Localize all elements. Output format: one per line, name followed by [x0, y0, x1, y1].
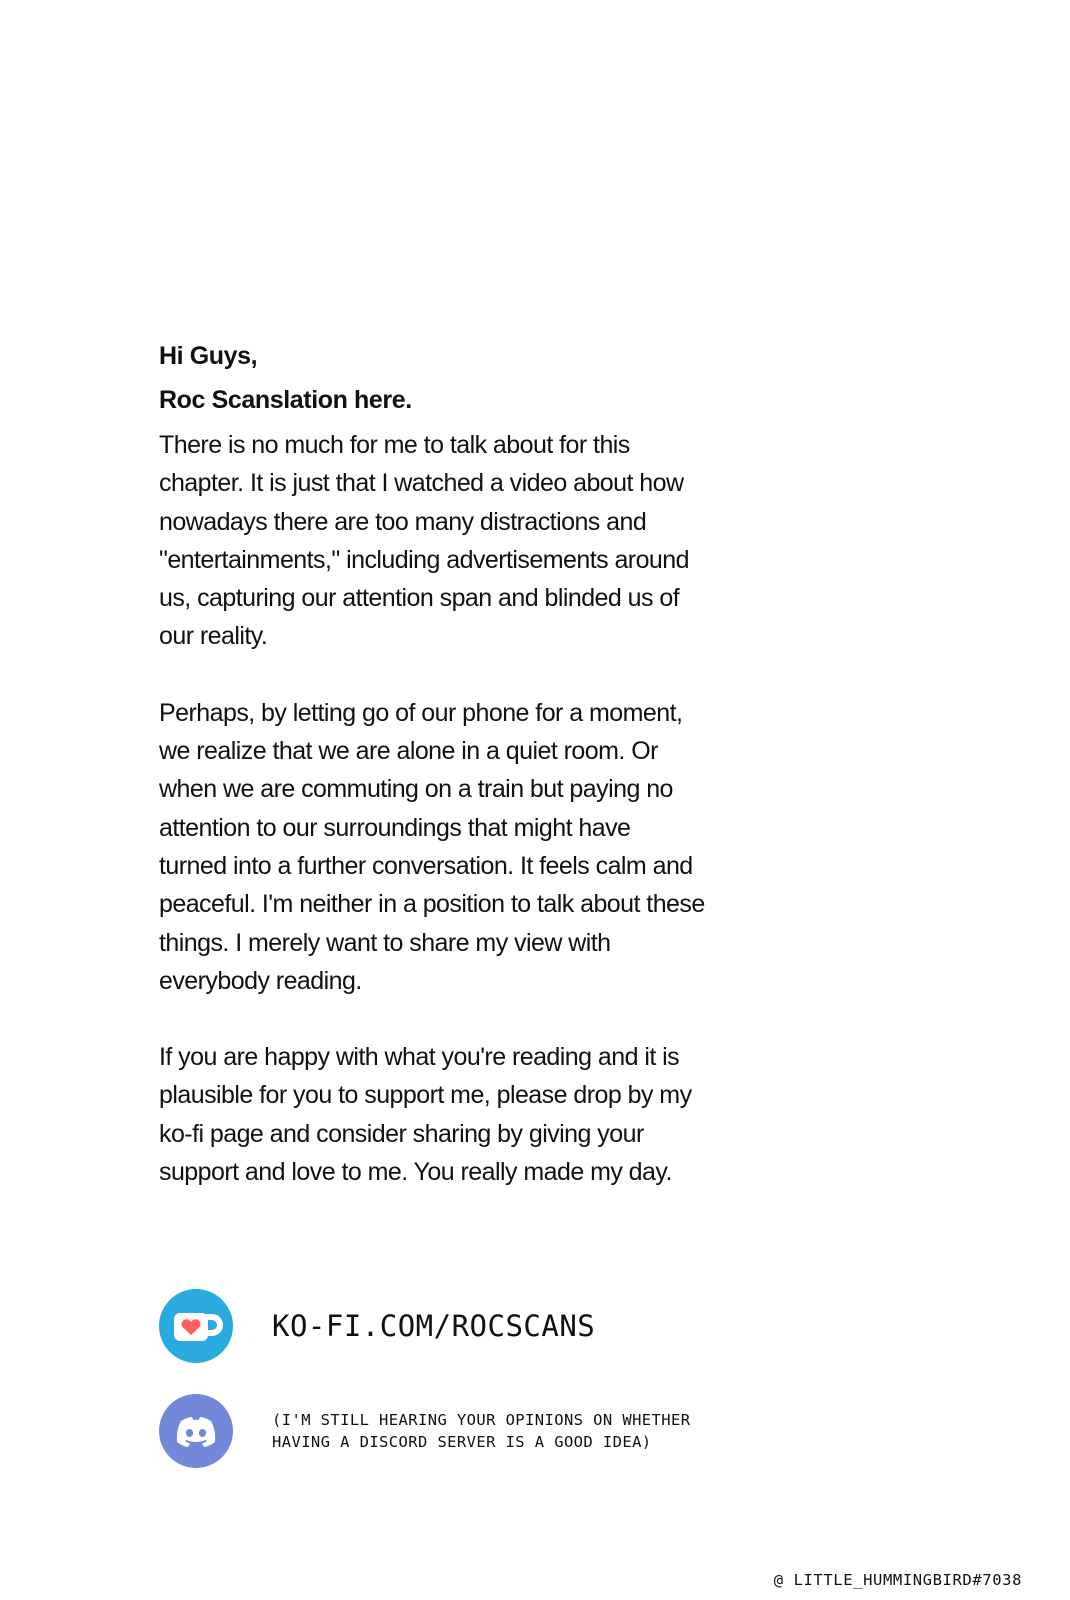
paragraph-2: Perhaps, by letting go of our phone for a moment, we realize that we are alone in a quiet room. Or when we are commuting on a train but paying no attention to our surroundings that might have turned into a further conversation. It feels calm and peaceful. I'm neither in a position to talk about these things. I merely want to share my view with everybody reading. [159, 698, 705, 995]
greeting-line: Hi Guys, [159, 342, 258, 370]
kofi-cup-icon [159, 1289, 233, 1363]
letter [159, 338, 799, 1191]
discord-icon [159, 1394, 233, 1468]
watermark-credit: @ LITTLE_HUMMINGBIRD#7038 [773, 1571, 1022, 1589]
paragraph-1: There is no much for me to talk about for this chapter. It is just that I watched a video about how nowadays there are too many distractions and "entertainments," including advertisements around us, capturing our attention span and blinded us of our reality. [159, 431, 689, 651]
signature-line: Roc Scanslation here. [159, 386, 412, 414]
paragraph-3: If you are happy with what you're reading and it is plausible for you to support me, please drop by my ko-fi page and consider sharing by giving your support and love to me. You really made my day. [159, 1043, 692, 1187]
discord-note-text: (I'M STILL HEARING YOUR OPINIONS ON WHETHER HAVING A DISCORD SERVER IS A GOOD IDEA) [272, 1411, 691, 1451]
kofi-url[interactable]: KO-FI.COM/ROCSCANS [272, 1309, 596, 1343]
discord-note [159, 1394, 742, 1468]
kofi-link[interactable] [159, 1289, 595, 1363]
